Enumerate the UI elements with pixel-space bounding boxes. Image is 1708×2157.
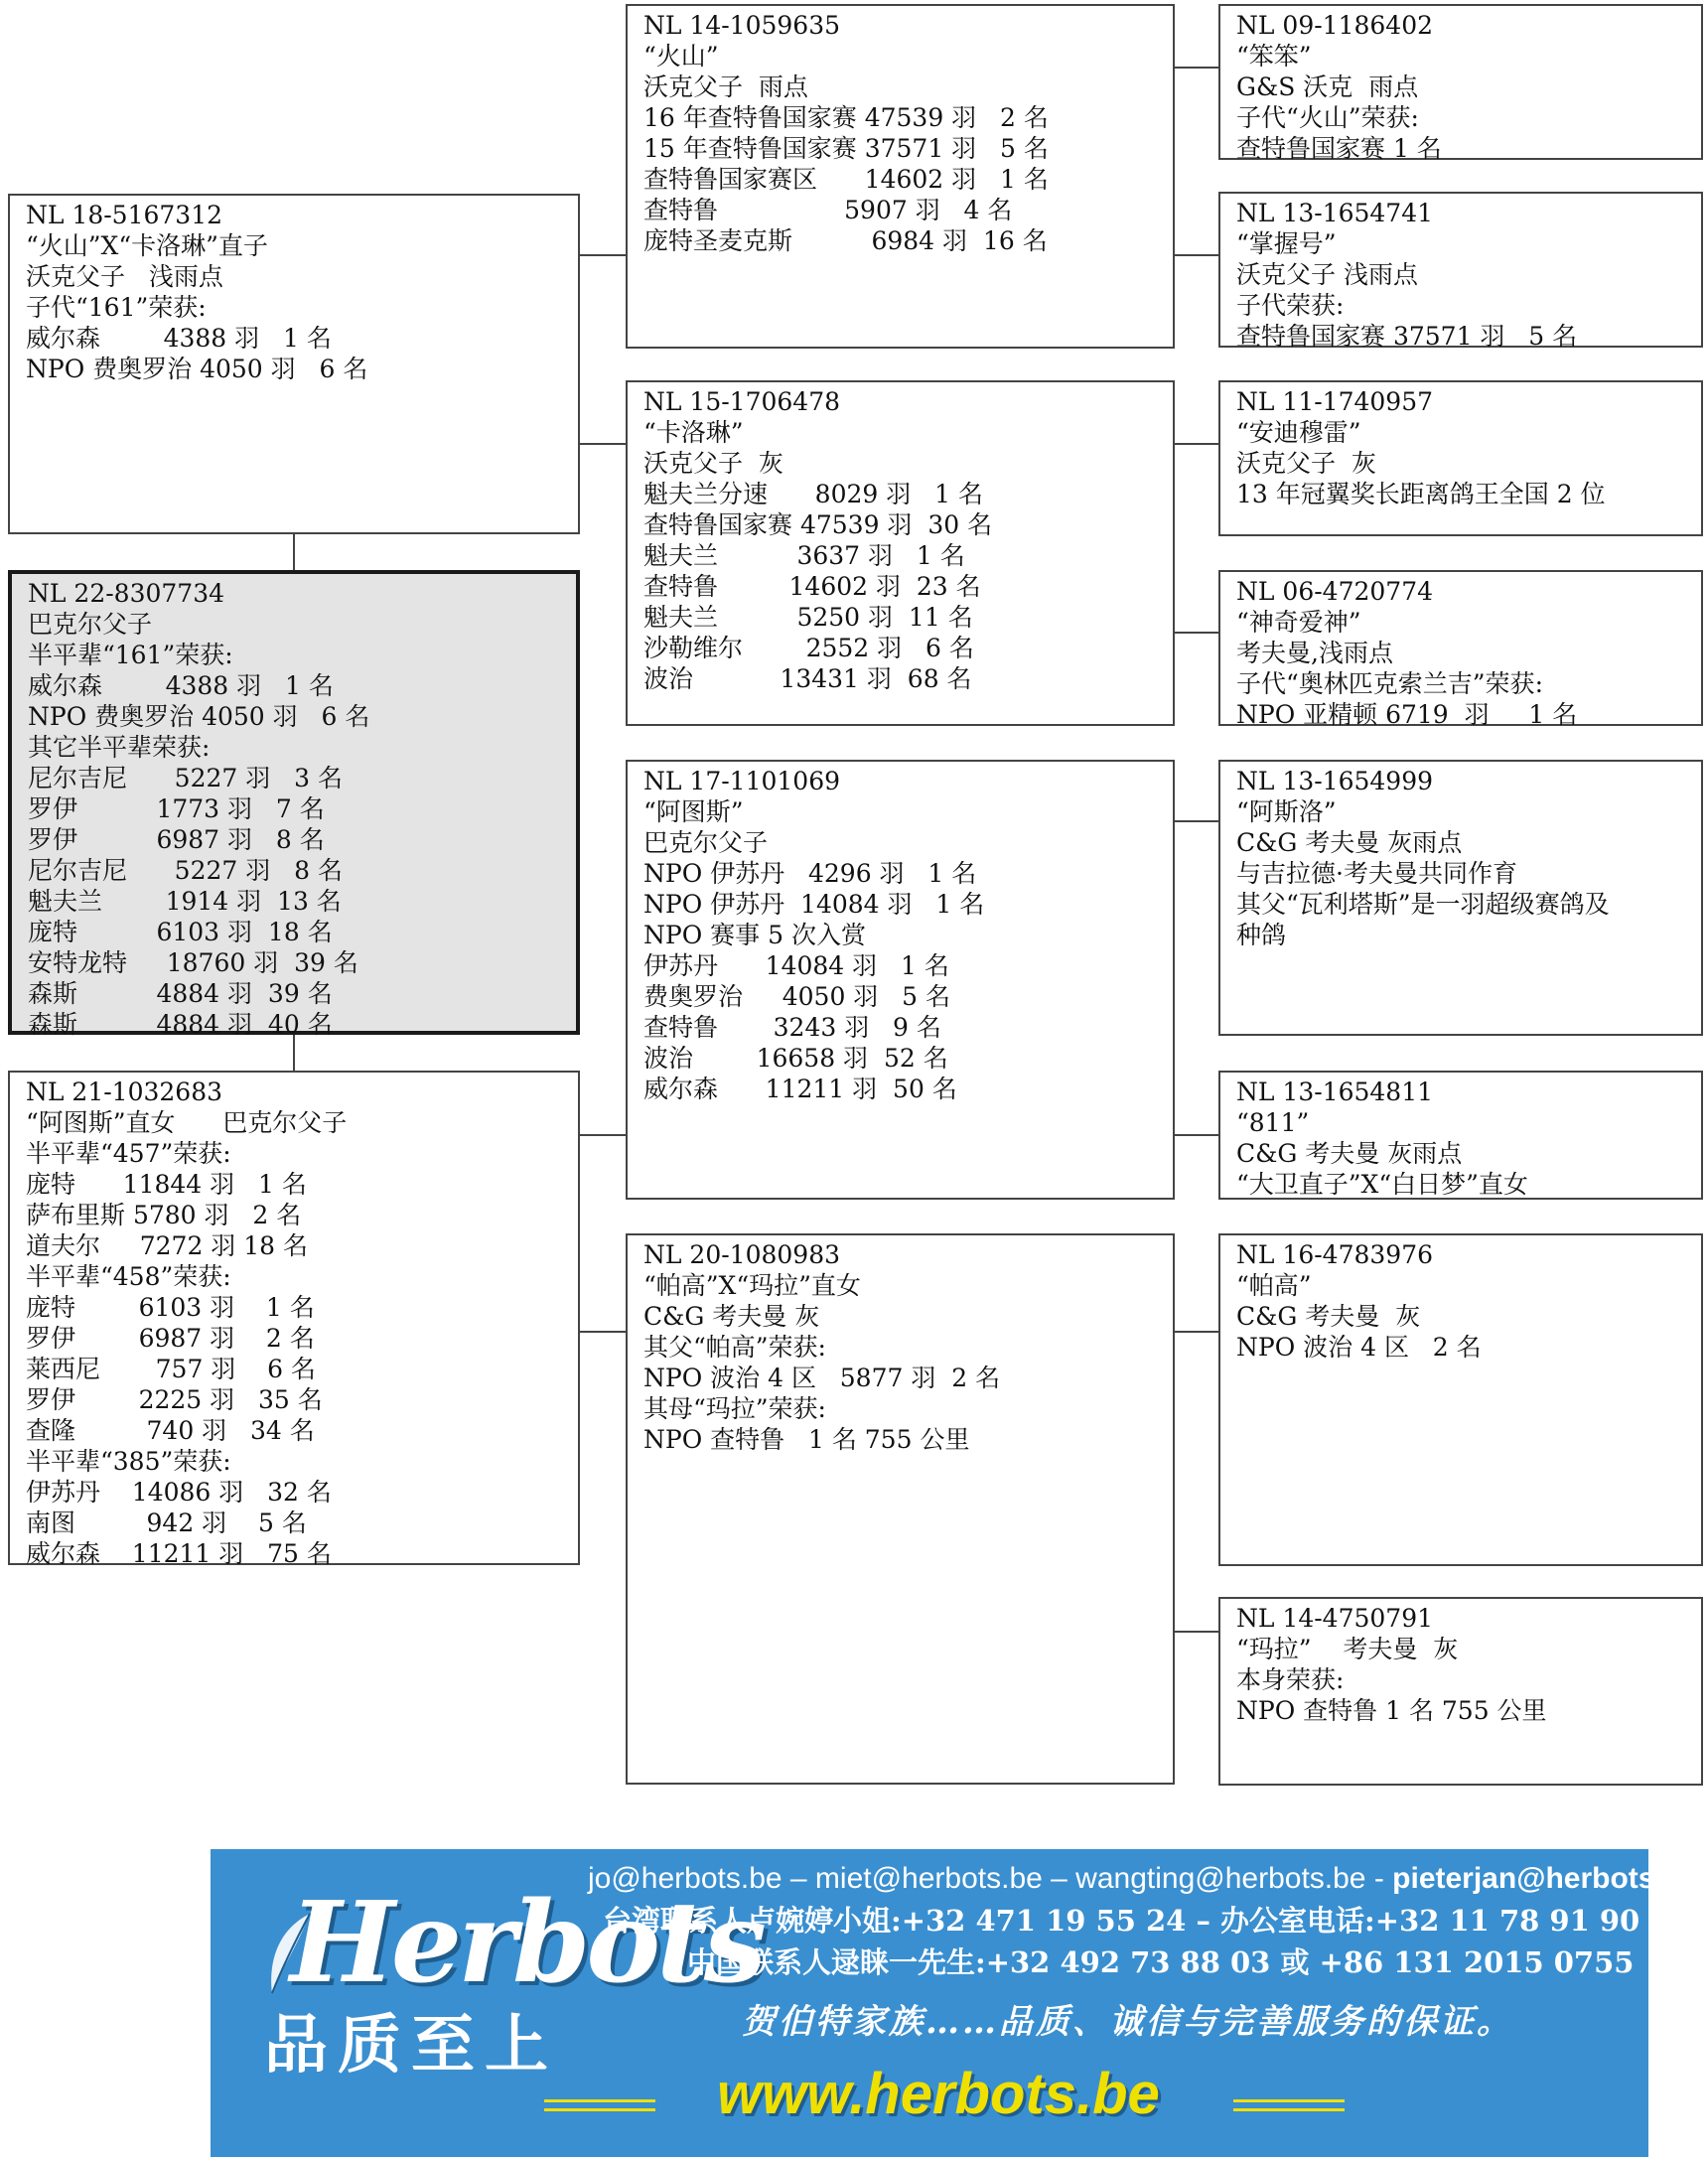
sss-box [1218, 4, 1703, 163]
pedigree-line: 费奥罗治 4050 羽 5 名 [643, 982, 950, 1011]
pedigree-line: NL 13-1654741 [1236, 199, 1434, 227]
pedigree-line: 罗伊 6987 羽 2 名 [26, 1324, 315, 1353]
pedigree-line: “阿图斯”直女 巴克尔父子 [26, 1108, 348, 1137]
pedigree-line: 伊苏丹 14084 羽 1 名 [643, 951, 949, 980]
pedigree-line: “玛拉” 考夫曼 灰 [1236, 1635, 1459, 1663]
sire-sire-box [626, 4, 1175, 349]
connector-line [1175, 1134, 1218, 1136]
dss-box [1218, 760, 1703, 1036]
pedigree-line: NL 15-1706478 [643, 387, 841, 416]
pedigree-line: 巴克尔父子 [28, 610, 153, 639]
footer-banner [211, 1849, 1698, 2157]
pedigree-line: 子代荣获: [1236, 291, 1345, 320]
pedigree-line: “阿图斯” [643, 797, 744, 826]
pedigree-line: “掌握号” [1236, 229, 1337, 258]
pedigree-line: 威尔森 11211 羽 75 名 [26, 1539, 332, 1568]
herbots-logo [250, 1869, 763, 2018]
pedigree-line: NL 18-5167312 [26, 201, 223, 229]
pedigree-line: 半平辈“385”荣获: [26, 1447, 231, 1476]
pedigree-line: 魁夫兰分速 8029 羽 1 名 [643, 480, 983, 508]
pedigree-line: 查特鲁国家赛 37571 羽 5 名 [1236, 322, 1578, 351]
pedigree-line: 其它半平辈荣获: [28, 733, 211, 762]
pedigree-line: 魁夫兰 5250 羽 11 名 [643, 603, 973, 632]
pedigree-line: “神奇爱神” [1236, 608, 1361, 637]
pedigree-line: 查特鲁 14602 羽 23 名 [643, 572, 981, 601]
pedigree-line: NPO 查特鲁 1 名 755 公里 [643, 1425, 970, 1454]
pedigree-line: 道夫尔 7272 羽 18 名 [26, 1231, 309, 1260]
pedigree-line: NL 06-4720774 [1236, 577, 1434, 606]
email-pieterjan[interactable]: pieterjan@herbots.be [1392, 1862, 1698, 1895]
dsd-box [1218, 1071, 1703, 1200]
pedigree-line: 沃克父子 灰 [643, 449, 783, 478]
pedigree-line: “笨笨” [1236, 42, 1312, 71]
sire-dam-box [626, 380, 1175, 726]
pedigree-line: “火山” [643, 42, 719, 71]
dds-box [1218, 1233, 1703, 1566]
pedigree-line: “帕高”X“玛拉”直女 [643, 1271, 861, 1300]
pedigree-line: C&G 考夫曼 灰雨点 [1236, 828, 1463, 857]
pedigree-line: 沃克父子 灰 [1236, 449, 1376, 478]
pedigree-line: 罗伊 2225 羽 35 名 [26, 1385, 323, 1414]
logo-wordmark: Herbots [290, 1878, 763, 2008]
pedigree-line: 威尔森 4388 羽 1 名 [26, 324, 332, 353]
pedigree-line: 罗伊 6987 羽 8 名 [28, 825, 325, 854]
connector-line [1175, 632, 1218, 634]
pedigree-line: NPO 亚精顿 6719 羽 1 名 [1236, 700, 1578, 729]
connector-line [1175, 254, 1218, 256]
connector-line [1175, 1631, 1218, 1633]
pedigree-line: NPO 查特鲁 1 名 755 公里 [1236, 1696, 1547, 1725]
pedigree-line: 其父“瓦利塔斯”是一羽超级赛鸽及 [1236, 890, 1610, 919]
pedigree-line: 魁夫兰 1914 羽 13 名 [28, 887, 342, 916]
pedigree-line: 子代“奥林匹克索兰吉”荣获: [1236, 669, 1543, 698]
pedigree-line: “阿斯洛” [1236, 797, 1337, 826]
pedigree-line: 其父“帕高”荣获: [643, 1333, 826, 1362]
pedigree-line: 尼尔吉尼 5227 羽 8 名 [28, 856, 343, 885]
pedigree-line: 南图 942 羽 5 名 [26, 1509, 307, 1537]
connector-line [580, 1134, 626, 1136]
ddd-box [1218, 1597, 1703, 1786]
pedigree-line: 13 年冠翼奖长距离鸽王全国 2 位 [1236, 480, 1606, 508]
motto-text: 品质至上 [264, 2008, 558, 2083]
pedigree-line: “卡洛琳” [643, 418, 744, 447]
ssd-box [1218, 192, 1703, 351]
pedigree-line: 波治 13431 羽 68 名 [643, 664, 972, 693]
connector-line [293, 534, 295, 570]
pedigree-line: 查特鲁 3243 羽 9 名 [643, 1013, 941, 1042]
pedigree-line: NL 21-1032683 [26, 1078, 223, 1106]
pedigree-line: NPO 波治 4 区 2 名 [1236, 1333, 1482, 1362]
decorative-line-left [544, 2099, 655, 2111]
connector-line [580, 1331, 626, 1333]
slogan-text: 贺伯特家族……品质、诚信与完善服务的保证。 [742, 2002, 1513, 2042]
pedigree-line: 本身荣获: [1236, 1665, 1345, 1694]
pedigree-line: NL 11-1740957 [1236, 387, 1434, 416]
pedigree-line: 查特鲁 5907 羽 4 名 [643, 196, 1013, 224]
email-list-plain: jo@herbots.be – miet@herbots.be – wangting@herbots.be - [588, 1862, 1393, 1895]
connector-line [580, 443, 626, 445]
pedigree-line: 查隆 740 羽 34 名 [26, 1416, 315, 1445]
pedigree-line: NL 13-1654811 [1236, 1078, 1434, 1106]
pedigree-line: NL 16-4783976 [1236, 1240, 1434, 1269]
pedigree-line: 沃克父子 浅雨点 [1236, 260, 1418, 289]
sds-box [1218, 380, 1703, 536]
connector-line [1175, 443, 1218, 445]
pedigree-line: 威尔森 4388 羽 1 名 [28, 671, 334, 700]
pedigree-line: 庞特 6103 羽 1 名 [26, 1293, 315, 1322]
pedigree-line: 莱西尼 757 羽 6 名 [26, 1355, 316, 1383]
pedigree-line: NL 20-1080983 [643, 1240, 841, 1269]
decorative-line-right [1233, 2099, 1345, 2111]
pedigree-line: 萨布里斯 5780 羽 2 名 [26, 1201, 302, 1229]
pedigree-line: NPO 费奥罗治 4050 羽 6 名 [26, 355, 368, 383]
pedigree-line: 尼尔吉尼 5227 羽 3 名 [28, 764, 343, 792]
pedigree-line: 16 年查特鲁国家赛 47539 羽 2 名 [643, 103, 1049, 132]
email-list [588, 1861, 1698, 1897]
pedigree-line: 森斯 4884 羽 39 名 [28, 979, 333, 1008]
pedigree-line: NL 17-1101069 [643, 767, 841, 795]
pedigree-line: C&G 考夫曼 灰雨点 [1236, 1139, 1463, 1168]
connector-line [1175, 67, 1218, 69]
pedigree-line: C&G 考夫曼 灰 [643, 1302, 820, 1331]
pedigree-line: 庞特圣麦克斯 6984 羽 16 名 [643, 226, 1048, 255]
connector-line [580, 254, 626, 256]
pedigree-line: NL 14-4750791 [1236, 1604, 1434, 1633]
pedigree-line: NPO 费奥罗治 4050 羽 6 名 [28, 702, 370, 731]
pedigree-line: 子代“火山”荣获: [1236, 103, 1419, 132]
pedigree-line: 伊苏丹 14086 羽 32 名 [26, 1478, 332, 1507]
pedigree-line: 巴克尔父子 [643, 828, 769, 857]
pedigree-line: 魁夫兰 3637 羽 1 名 [643, 541, 965, 570]
pedigree-line: 安特龙特 18760 羽 39 名 [28, 948, 358, 977]
pedigree-line: “安迪穆雷” [1236, 418, 1361, 447]
pedigree-line: 15 年查特鲁国家赛 37571 羽 5 名 [643, 134, 1049, 163]
pedigree-line: 与吉拉德·考夫曼共同作育 [1236, 859, 1517, 888]
pedigree-line: 罗伊 1773 羽 7 名 [28, 794, 325, 823]
connector-line [1175, 1331, 1218, 1333]
dam-dam-box [626, 1233, 1175, 1785]
connector-line [1175, 820, 1218, 822]
pedigree-line: 子代“161”荣获: [26, 293, 207, 322]
pedigree-line: 庞特 11844 羽 1 名 [26, 1170, 307, 1199]
pedigree-line: NPO 赛事 5 次入赏 [643, 921, 866, 949]
pedigree-line: NL 13-1654999 [1236, 767, 1434, 795]
pedigree-line: G&S 沃克 雨点 [1236, 72, 1419, 101]
pedigree-line: 波治 16658 羽 52 名 [643, 1044, 948, 1073]
pedigree-line: NL 09-1186402 [1236, 11, 1434, 40]
pedigree-line: NPO 波治 4 区 5877 羽 2 名 [643, 1364, 1001, 1392]
pedigree-line: 查特鲁国家赛 1 名 [1236, 134, 1442, 163]
pedigree-line: 考夫曼,浅雨点 [1236, 639, 1393, 667]
pedigree-line: 查特鲁国家赛 47539 羽 30 名 [643, 510, 993, 539]
pedigree-line: 半平辈“457”荣获: [26, 1139, 231, 1168]
pedigree-line: 威尔森 11211 羽 50 名 [643, 1075, 957, 1103]
pedigree-line: 森斯 4884 羽 40 名 [28, 1010, 333, 1039]
pedigree-line: C&G 考夫曼 灰 [1236, 1302, 1421, 1331]
dam-sire-box [626, 760, 1175, 1200]
website-link[interactable]: www.herbots.be [717, 2062, 1160, 2126]
pedigree-line: 查特鲁国家赛区 14602 羽 1 名 [643, 165, 1049, 194]
pedigree-line: 沃克父子 雨点 [643, 72, 808, 101]
pedigree-line: “大卫直子”X“白日梦”直女 [1236, 1170, 1528, 1199]
sire-box [8, 194, 580, 534]
pedigree-line: 半平辈“161”荣获: [28, 641, 233, 669]
contact-taiwan: 台湾联系人卢婉婷小姐:+32 471 19 55 24 – 办公室电话:+32 11 78 91 90 [603, 1904, 1640, 1938]
pedigree-line: NL 22-8307734 [28, 579, 225, 608]
contact-china: 中国联系人逯睐一先生:+32 492 73 88 03 或 +86 131 2015 0755 [687, 1945, 1635, 1979]
pedigree-line: 庞特 6103 羽 18 名 [28, 918, 333, 946]
pedigree-line: “火山”X“卡洛琳”直子 [26, 231, 268, 260]
pedigree-line: 半平辈“458”荣获: [26, 1262, 231, 1291]
pedigree-line: 种鸽 [1236, 921, 1287, 949]
pedigree-line: 沃克父子 浅雨点 [26, 262, 223, 291]
pedigree-line: 沙勒维尔 2552 羽 6 名 [643, 634, 974, 662]
pedigree-line: “帕高” [1236, 1271, 1312, 1300]
pedigree-line: 其母“玛拉”荣获: [643, 1394, 826, 1423]
connector-line [293, 1035, 295, 1071]
pedigree-line: NL 14-1059635 [643, 11, 841, 40]
pedigree-line: NPO 伊苏丹 4296 羽 1 名 [643, 859, 977, 888]
pedigree-line: NPO 伊苏丹 14084 羽 1 名 [643, 890, 985, 919]
sdd-box [1218, 570, 1703, 729]
subject-box [8, 570, 580, 1039]
pedigree-line: “811” [1236, 1108, 1310, 1137]
dam-box [8, 1071, 580, 1568]
